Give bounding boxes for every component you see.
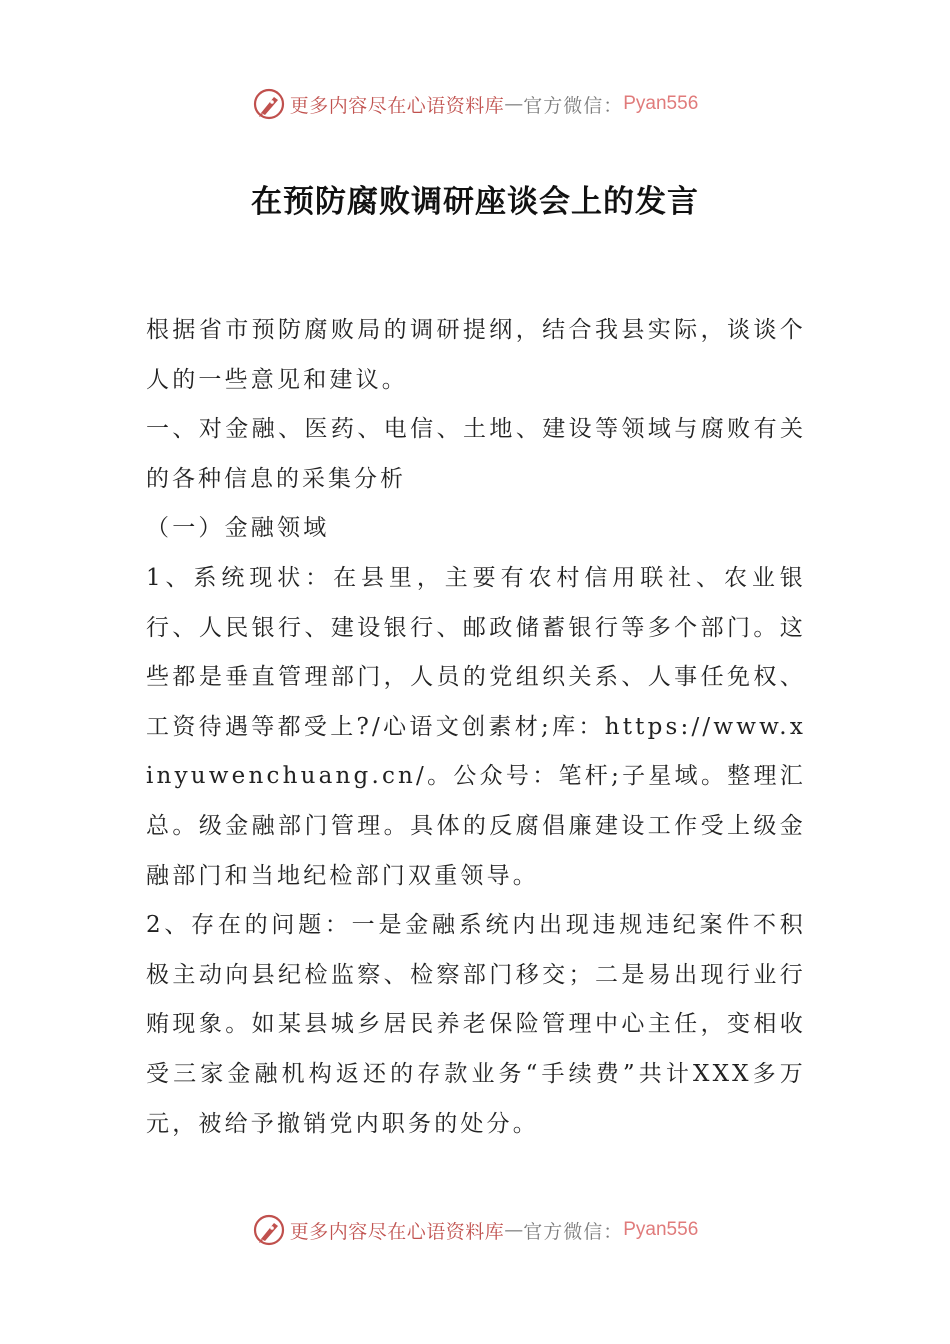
intro-paragraph: 根据省市预防腐败局的调研提纲，结合我县实际，谈谈个人的一些意见和建议。 [146, 317, 806, 393]
banner-wechat-id: Pyan556 [623, 93, 699, 114]
system-status-paragraph: 1、系统现状：在县里，主要有农村信用联社、农业银行、人民银行、建设银行、邮政储蓄银行等多个部门。这些都是垂直管理部门，人员的党组织关系、人事任免权、工资待遇等都受上?/心语文创素材;库：https://www.xinyuwenchuang.cn/。公众号：笔杆;子星域。整理汇总。级金融部门管理。具体的反腐倡廉建设工作受上级金融部门和当地纪检部门双重领导。 [146, 564, 806, 889]
banner-wechat-label: 官方微信： [523, 94, 624, 117]
banner-text: 更多内容尽在心语资料库 [289, 1220, 505, 1243]
banner-wechat-id: Pyan556 [623, 1219, 699, 1240]
pen-nib-logo-icon [252, 1213, 286, 1247]
header-banner [0, 84, 950, 124]
problems-paragraph: 2、存在的问题：一是金融系统内出现违规违纪案件不积极主动向县纪检监察、检察部门移交；二是易出现行业行贿现象。如某县城乡居民养老保险管理中心主任，变相收受三家金融机构返还的存款业务“手续费”共计XXX多万元，被给予撤销党内职务的处分。 [146, 912, 806, 1137]
pen-nib-logo-icon [252, 87, 286, 121]
footer-banner [0, 1210, 950, 1250]
section-heading: 一、对金融、医药、电信、土地、建设等领域与腐败有关的各种信息的采集分析 [146, 416, 806, 492]
banner-separator: — [504, 1219, 524, 1241]
document-title: 在预防腐败调研座谈会上的发言 [251, 184, 699, 220]
subsection-heading: （一）金融领域 [146, 515, 330, 542]
banner-wechat-label: 官方微信： [523, 1220, 624, 1243]
banner-separator: — [504, 93, 524, 115]
banner-text: 更多内容尽在心语资料库 [289, 94, 505, 117]
document-body [146, 306, 806, 1149]
